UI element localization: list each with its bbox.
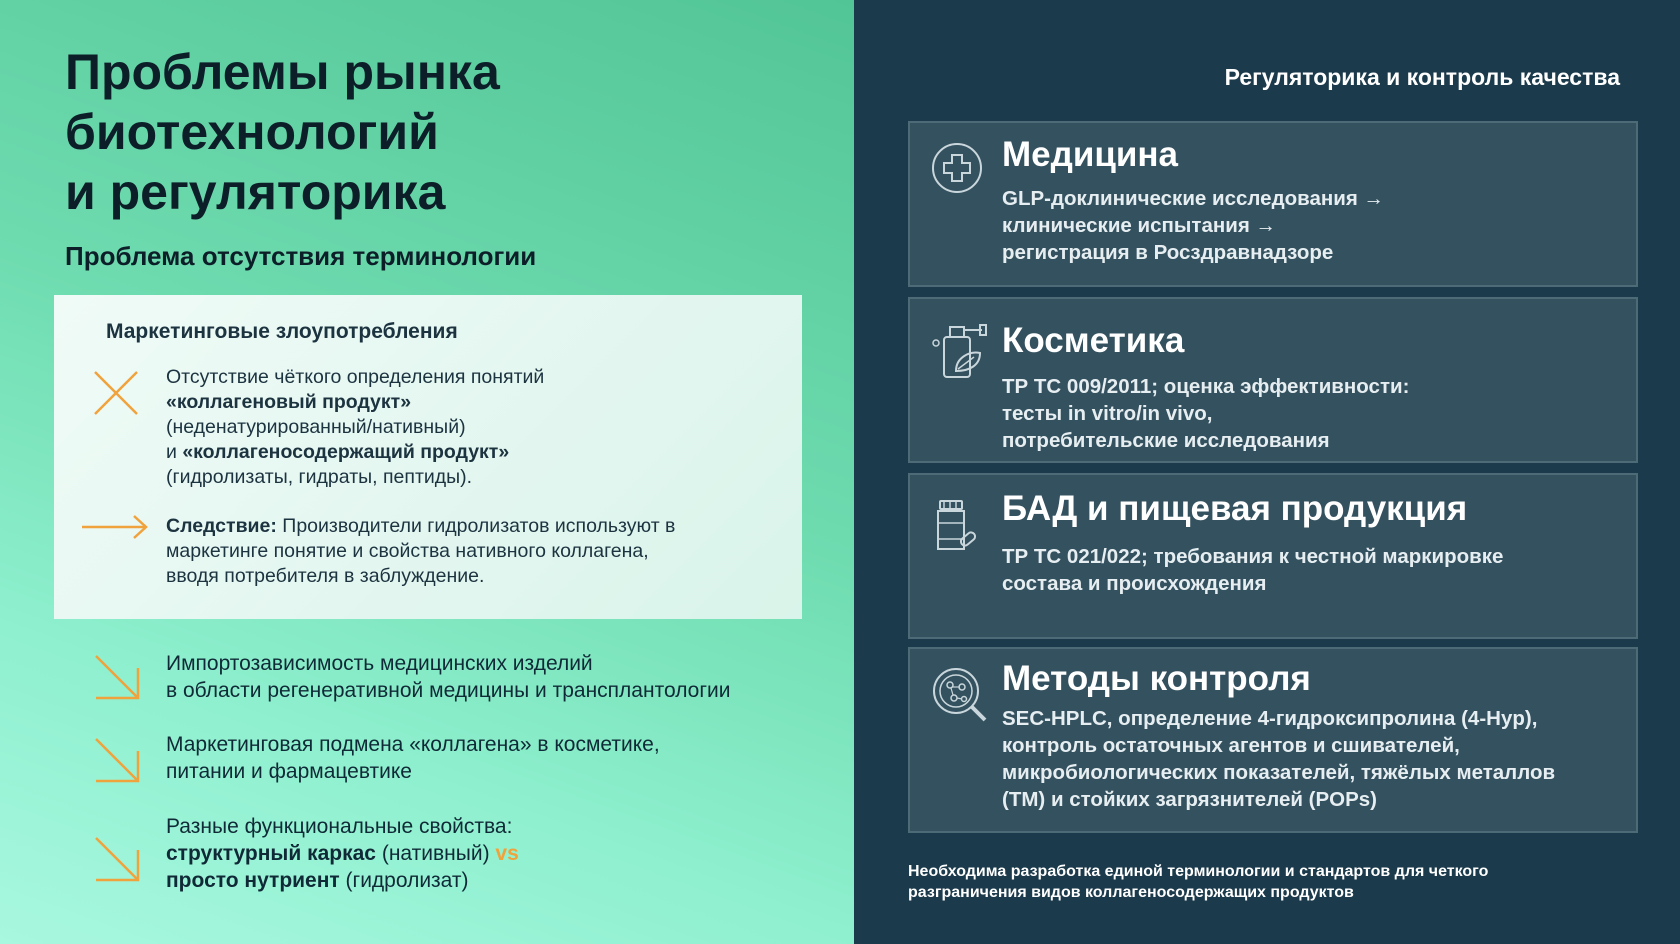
- card-control-methods: [908, 647, 1638, 833]
- footnote: Необходима разработка единой терминологии и стандартов для четкого разграничения видов коллагеносодержащих продуктов: [908, 863, 1489, 901]
- card-body: SEC-HPLC, определение 4-гидроксипролина (4-Hyp), контроль остаточных агентов и сшивателей, микробиологических показателей, тяжёлых металлов (ТМ) и стойких загрязнителей (POPs): [1002, 707, 1556, 811]
- issue-marketing-substitution: Маркетинговая подмена «коллагена» в косметике, питании и фармацевтике: [166, 733, 660, 783]
- page-title: [65, 42, 765, 222]
- card-title: Косметика: [1002, 321, 1185, 360]
- card-medicine: [908, 121, 1638, 287]
- arrow-down-right-icon: [92, 834, 142, 884]
- section-subtitle: Проблема отсутствия терминологии: [65, 241, 537, 271]
- right-panel: [854, 0, 1680, 944]
- title-line-3: и регуляторика: [65, 164, 446, 220]
- medical-cross-icon: [930, 141, 984, 195]
- card-body: ТР ТС 021/022; требования к честной маркировке состава и происхождения: [1002, 545, 1504, 595]
- issue-functional-properties: Разные функциональные свойства: структурный каркас (нативный) vs просто нутриент (гидролизат): [166, 815, 519, 892]
- terminology-definition-text: Отсутствие чёткого определения понятий «коллагеновый продукт» (неденатурированный/нативный) и «коллагеносодержащий продукт» (гидролизаты, гидраты, пептиды).: [166, 366, 545, 488]
- regulation-heading: Регуляторика и контроль качества: [1224, 64, 1620, 90]
- cross-icon: [92, 369, 140, 417]
- card-title: Методы контроля: [1002, 659, 1311, 698]
- card-body: ТР ТС 009/2011; оценка эффективности: тесты in vitro/in vivo, потребительские исследования: [1002, 375, 1410, 452]
- consequence-text: Следствие: Производители гидролизатов используют в маркетинге понятие и свойства нативного коллагена, вводя потребителя в заблуждение.: [166, 515, 676, 587]
- supplement-jar-icon: [930, 497, 980, 555]
- card-title: БАД и пищевая продукция: [1002, 489, 1468, 528]
- marketing-heading: Маркетинговые злоупотребления: [106, 320, 458, 343]
- card-supplements: [908, 473, 1638, 639]
- arrow-down-right-icon: [92, 652, 142, 702]
- title-line-1: Проблемы рынка: [65, 44, 500, 100]
- arrow-right-icon: [80, 512, 150, 542]
- arrow-down-right-icon: [92, 735, 142, 785]
- cosmetic-bottle-icon: [930, 319, 990, 381]
- molecule-magnifier-icon: [930, 665, 990, 727]
- card-body: GLP-доклинические исследования → клинические испытания → регистрация в Росздравнадзоре: [1002, 187, 1384, 264]
- marketing-abuse-box: [54, 295, 802, 619]
- card-title: Медицина: [1002, 135, 1178, 174]
- issue-import-dependency: Импортозависимость медицинских изделий в области регенеративной медицины и трансплантологии: [166, 652, 731, 702]
- title-line-2: биотехнологий: [65, 104, 439, 160]
- card-cosmetics: [908, 297, 1638, 463]
